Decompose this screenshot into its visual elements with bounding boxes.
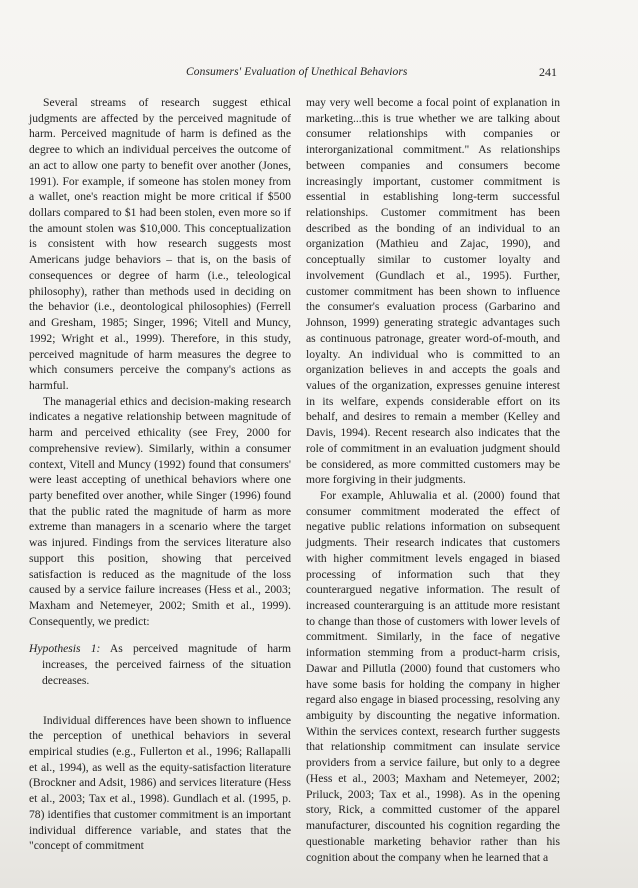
page-number: 241 (539, 65, 557, 79)
paragraph-magnitude-of-harm: Several streams of research suggest ethical judgments are affected by the perceived magnitude of harm. Perceived magnitude of harm is defined as the degree to which an individual perceives the outcome of an act to allow one party to benefit over another (Jones, 1991). For example, if someone has stolen money from a wallet, one's reaction might be more critical if $500 dollars compared to $1 had been stolen, even more so if the amount stolen was $10,000. This conceptualization is consistent with how research suggests most Americans judge behaviors – that is, on the basis of consequences or degree of harm (i.e., teleological philosophy), rather than methods used in deciding on the behavior (i.e., deontological philosophies) (Ferrell and Gresham, 1985; Singer, 1996; Vitell and Muncy, 1992; Wright et al., 1999). Therefore, in this study, perceived magnitude of harm measures the degree to which consumers perceive the company's actions as harmful. (29, 96, 291, 392)
running-head: Consumers' Evaluation of Unethical Behaviors (186, 66, 408, 78)
hypothesis-1 (29, 641, 291, 688)
paragraph-ethics-research: The managerial ethics and decision-making research indicates a negative relationship between magnitude of harm and perceived ethicality (see Frey, 2000 for comprehensive review). Similarly, within a consumer context, Vitell and Muncy (1992) found that consumers' were least accepting of unethical behaviors where one party benefited over another, while Singer (1996) found that the public rated the magnitude of harm as more extreme than managers in a scenario where the target was injured. Findings from the services literature also support this position, showing that perceived satisfaction is reduced as the magnitude of the loss caused by a service failure increases (Hess et al., 2003; Maxham and Netemeyer, 2002; Smith et al., 1999). Consequently, we predict: (29, 394, 291, 628)
paragraph-customer-commitment: may very well become a focal point of explanation in marketing...this is true whether we are talking about consumer relationships with companies or interorganizational commitment." As relationships between companies and consumers become increasingly important, customer commitment is essential in establishing long-term successful relationships. Customer commitment has been described as the bonding of an individual to an organization (Mathieu and Zajac, 1990), and conceptually similar to customer loyalty and involvement (Gundlach et al., 1995). Further, customer commitment has been shown to influence the consumer's evaluation process (Garbarino and Johnson, 1999) generating strategic advantages such as continuous patronage, greater word-of-mouth, and loyalty. An individual who is committed to an organization believes in and accepts the goals and values of the organization, expresses genuine interest in its welfare, expends considerable effort on its behalf, and desires to remain a member (Kelley and Davis, 1994). Recent research also indicates that the role of commitment in an evaluation judgment should be considered, as more committed customers may be more forgiving in their judgments. (306, 96, 560, 487)
hypothesis-text: As perceived magnitude of harm increases, the perceived fairness of the situation decreases. (42, 642, 292, 687)
paragraph-individual-differences: Individual differences have been shown to influence the perception of unethical behaviors in several empirical studies (e.g., Fullerton et al., 1996; Rallapalli et al., 1994), as well as the equity-satisfaction literature (Brockner and Adsit, 1986) and services literature (Hess et al., 2003; Tax et al., 1998). Gundlach et al. (1995, p. 78) identifies that customer commitment is an important individual difference variable, and states that the "concept of commitment (29, 713, 291, 853)
paragraph-example-commitment: For example, Ahluwalia et al. (2000) found that consumer commitment moderated the effect of negative public relations information on subsequent judgments. Their research indicates that customers with higher commitment levels engaged in biased processing of information such that they counterargued negative information. The result of increased counterarguing is an attitude more resistant to change than those of customers with lower levels of commitment. Similarly, in the face of negative information stemming from a product-harm crisis, Dawar and Pillutla (2000) found that customers who have some basis for holding the company in higher regard also engage in biased processing, resolving any ambiguity by discounting the negative information. Within the services context, research further suggests that relationship commitment can insulate service providers from a service failure, but only to a degree (Hess et al., 2003; Maxham and Netemeyer, 2002; Priluck, 2003; Tax et al., 1998). As in the opening story, Rick, a committed customer of the apparel manufacturer, discounted his cognition regarding the questionable marketing behavior rather than his cognition about the company when he learned that a (306, 488, 560, 864)
left-column (29, 95, 291, 854)
hypothesis-label: Hypothesis 1: (29, 642, 101, 656)
right-column (306, 95, 560, 865)
